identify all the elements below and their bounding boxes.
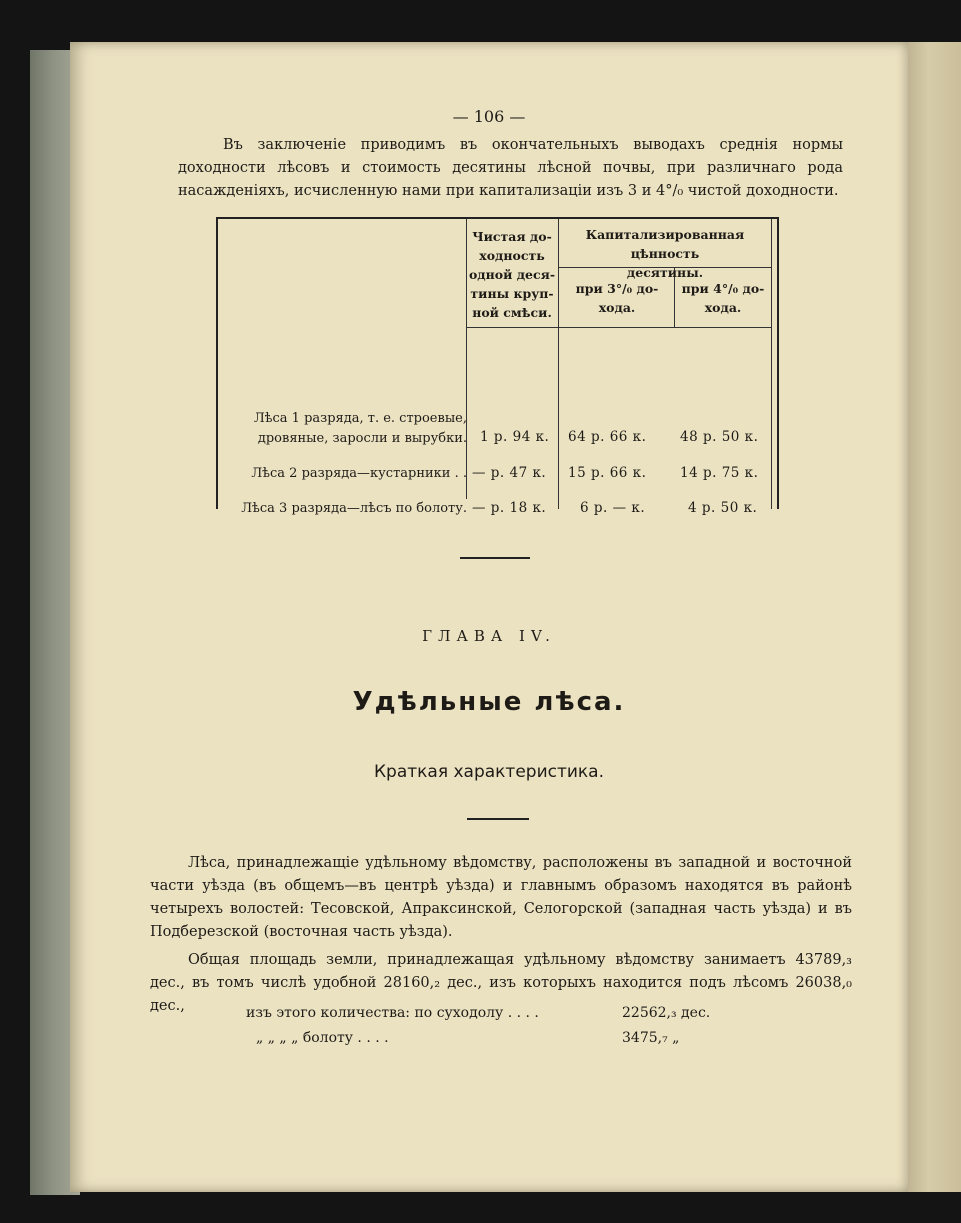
intro-paragraph: Въ заключеніе приводимъ въ окончательныхъ выводахъ среднія нормы доходности лѣсовъ и стоимость десятины лѣсной почвы, при различнаго рода насажденіяхъ, исчисленную нами при капитализаціи изъ 3 и 4°/₀ чистой доходности. — [178, 137, 843, 199]
table-header-rule — [466, 327, 771, 328]
chapter-subtitle: Краткая характеристика. — [373, 762, 605, 782]
breakdown-label: „ „ „ „ болоту . . . . — [256, 1030, 389, 1046]
breakdown-value: 22562,₃ дес. — [622, 1005, 711, 1021]
header-capitalized-value — [560, 225, 770, 282]
header-line: ной смѣси. — [472, 305, 552, 320]
row-value-3pct: 15 р. 66 к. — [568, 465, 647, 481]
breakdown-label: изъ этого количества: по суходолу . . . . — [246, 1005, 539, 1021]
header-line: Капитализированная цѣнность — [585, 227, 745, 261]
breakdown-row — [256, 1030, 389, 1046]
row-label-line: Лѣса 2 разряда—кустарники . . — [251, 466, 467, 481]
row-net-income: — р. 47 к. — [472, 465, 547, 481]
table-row-label — [241, 499, 467, 519]
table-row-label — [254, 409, 467, 449]
table-column-rule — [558, 219, 559, 509]
row-label-line: Лѣса 1 разряда, т. е. строевые, — [253, 411, 467, 426]
header-line: хода. — [704, 300, 742, 315]
row-value-4pct: 14 р. 75 к. — [680, 465, 759, 481]
header-line: при 3°/₀ до- — [575, 281, 659, 296]
row-value-4pct: 4 р. 50 к. — [688, 500, 758, 516]
header-line: тины круп- — [470, 286, 554, 301]
paragraph-area: Общая площадь земли, принадлежащая удѣльному вѣдомству занимаетъ 43789,₃ дес., въ томъ числѣ удобной 28160,₂ дес., изъ которыхъ находится подъ лѣсомъ 26038,₀ дес., — [150, 952, 852, 1014]
header-net-income — [468, 227, 556, 322]
chapter-label: ГЛАВА IV. — [422, 627, 556, 645]
header-3-percent — [560, 279, 674, 317]
header-4-percent — [675, 279, 771, 317]
row-net-income: — р. 18 к. — [472, 500, 547, 516]
book-page — [70, 42, 908, 1192]
breakdown-value: 3475,₇ „ — [622, 1030, 680, 1046]
header-line: хода. — [598, 300, 636, 315]
subtitle-divider — [467, 818, 529, 820]
page-number: — 106 — — [452, 107, 526, 126]
row-value-3pct: 6 р. — к. — [580, 500, 646, 516]
header-line: десятины. — [626, 265, 704, 280]
row-label-line: Лѣса 3 разряда—лѣсъ по болоту. — [241, 501, 467, 516]
section-divider — [460, 557, 530, 559]
breakdown-row — [246, 1005, 539, 1021]
next-page-edge — [906, 42, 961, 1192]
header-line: при 4°/₀ до- — [681, 281, 765, 296]
row-net-income: 1 р. 94 к. — [480, 429, 550, 445]
table-column-rule — [771, 219, 772, 509]
header-line: ходность — [479, 248, 545, 263]
table-row-label — [251, 464, 467, 484]
header-line: одной деся- — [468, 267, 556, 282]
paragraph-location: Лѣса, принадлежащіе удѣльному вѣдомству, расположены въ западной и восточной части уѣзда (въ общемъ—въ центрѣ уѣзда) и главнымъ образомъ находятся въ районѣ четырехъ волостей: Тесовской, Апраксинской, Селогорской (западная часть уѣзда) и въ Подберезской (восточная часть уѣзда). — [150, 855, 852, 940]
chapter-title: Удѣльные лѣса. — [352, 687, 626, 717]
row-value-3pct: 64 р. 66 к. — [568, 429, 647, 445]
row-value-4pct: 48 р. 50 к. — [680, 429, 759, 445]
header-line: Чистая до- — [472, 229, 552, 244]
row-label-line: дровяные, заросли и вырубки. — [257, 431, 467, 446]
table-column-rule — [466, 219, 467, 499]
income-table — [216, 217, 779, 516]
